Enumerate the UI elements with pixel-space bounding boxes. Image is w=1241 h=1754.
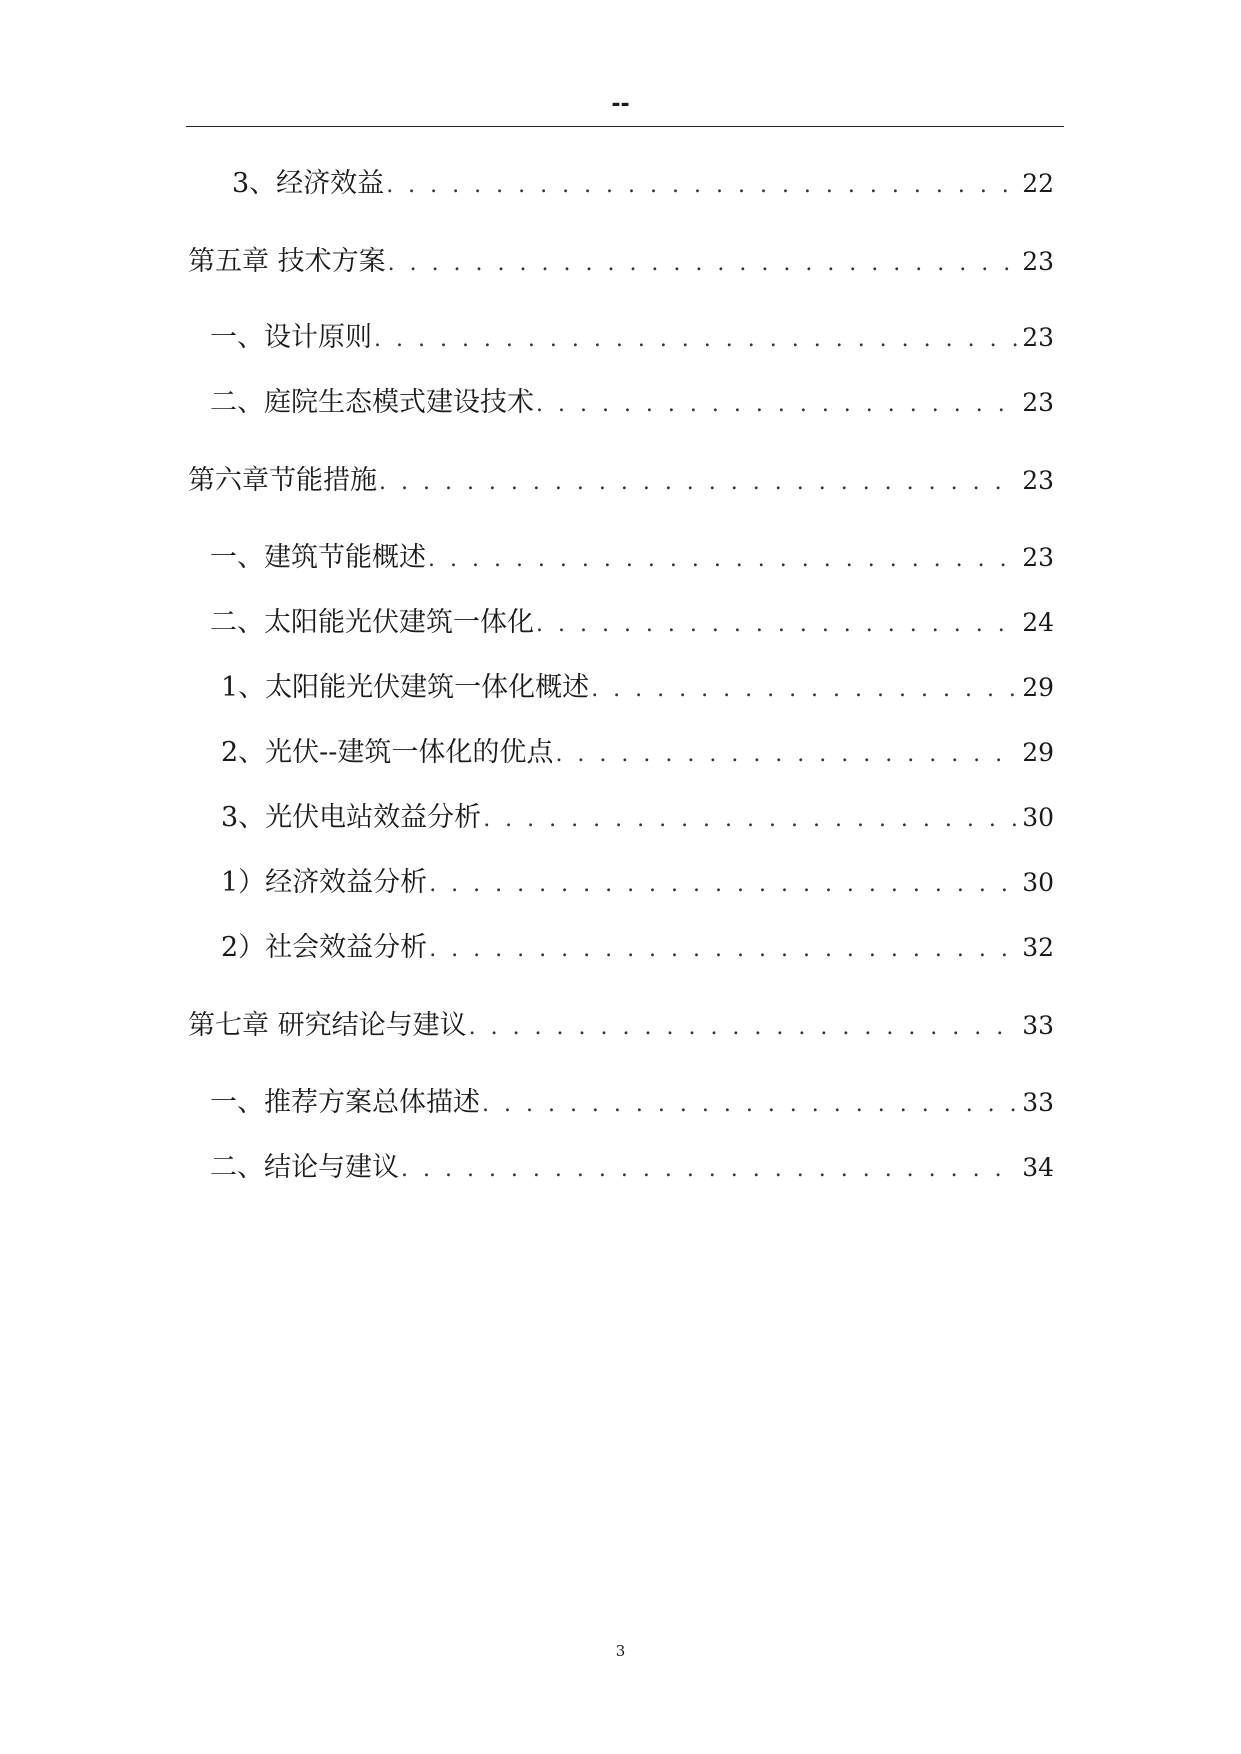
toc-entry[interactable]	[188, 383, 1054, 423]
toc-entry-label: 第七章 研究结论与建议	[188, 1010, 467, 1041]
toc-dot-leader	[386, 166, 1018, 206]
toc-dot-leader	[429, 865, 1018, 905]
toc-entry-label: 3、经济效益	[232, 168, 385, 199]
toc-entry-page: 23	[1022, 466, 1054, 495]
toc-entry-page: 32	[1022, 933, 1054, 962]
toc-entry-page: 34	[1022, 1153, 1054, 1182]
toc-dot-leader	[536, 385, 1018, 425]
toc-entry-page: 33	[1022, 1011, 1054, 1040]
toc-entry[interactable]	[188, 668, 1054, 708]
toc-entry-label: 1）经济效益分析	[221, 867, 428, 898]
toc-entry-page: 30	[1022, 803, 1054, 832]
toc-dot-leader	[555, 735, 1018, 775]
toc-entry[interactable]	[188, 603, 1054, 643]
toc-entry[interactable]	[188, 1083, 1054, 1123]
header-mark: --	[611, 92, 630, 117]
toc-entry-label: 2、光伏--建筑一体化的优点	[221, 737, 554, 768]
toc-chapter-entry[interactable]	[188, 461, 1054, 501]
toc-dot-leader	[591, 670, 1018, 710]
toc-entry-page: 24	[1022, 608, 1054, 637]
toc-entry-label: 一、推荐方案总体描述	[210, 1087, 480, 1118]
toc-entry-label: 2）社会效益分析	[221, 932, 428, 963]
toc-chapter-entry[interactable]	[188, 1006, 1054, 1046]
toc-dot-leader	[374, 320, 1018, 360]
toc-entry-label: 二、结论与建议	[210, 1152, 399, 1183]
toc-entry-page: 30	[1022, 868, 1054, 897]
toc-dot-leader	[536, 605, 1018, 645]
toc-dot-leader	[388, 244, 1019, 284]
toc-entry[interactable]	[188, 798, 1054, 838]
page-number: 3	[615, 1642, 626, 1660]
toc-entry-label: 一、建筑节能概述	[210, 542, 426, 573]
toc-entry-page: 29	[1022, 738, 1054, 767]
toc-dot-leader	[379, 463, 1018, 503]
toc-dot-leader	[429, 930, 1018, 970]
toc-entry[interactable]	[188, 1148, 1054, 1188]
toc-dot-leader	[482, 1085, 1018, 1125]
toc-entry-page: 29	[1022, 673, 1054, 702]
toc-entry-label: 一、设计原则	[210, 322, 372, 353]
toc-entry-label: 第五章 技术方案	[188, 246, 386, 277]
toc-entry-page: 23	[1022, 388, 1054, 417]
toc-entry[interactable]	[188, 538, 1054, 578]
toc-entry-page: 23	[1022, 323, 1054, 352]
toc-dot-leader	[483, 800, 1018, 840]
toc-dot-leader	[428, 540, 1018, 580]
header-rule	[186, 126, 1064, 127]
toc-entry-page: 23	[1022, 543, 1054, 572]
toc-dot-leader	[401, 1150, 1018, 1190]
toc-entry-label: 3、光伏电站效益分析	[221, 802, 482, 833]
toc-chapter-entry[interactable]	[188, 242, 1054, 282]
toc-dot-leader	[469, 1008, 1019, 1048]
toc-entry[interactable]	[188, 863, 1054, 903]
toc-entry-page: 33	[1022, 1088, 1054, 1117]
toc-entry[interactable]	[188, 928, 1054, 968]
toc-entry-label: 第六章节能措施	[188, 465, 377, 496]
toc-entry[interactable]	[188, 318, 1054, 358]
toc-entry-label: 二、太阳能光伏建筑一体化	[210, 607, 534, 638]
toc-entry-page: 23	[1022, 247, 1054, 276]
toc-entry-label: 1、太阳能光伏建筑一体化概述	[221, 672, 590, 703]
toc-entry[interactable]	[188, 733, 1054, 773]
toc-entry[interactable]	[188, 164, 1054, 204]
toc-entry-label: 二、庭院生态模式建设技术	[210, 387, 534, 418]
toc-entry-page: 22	[1022, 169, 1054, 198]
